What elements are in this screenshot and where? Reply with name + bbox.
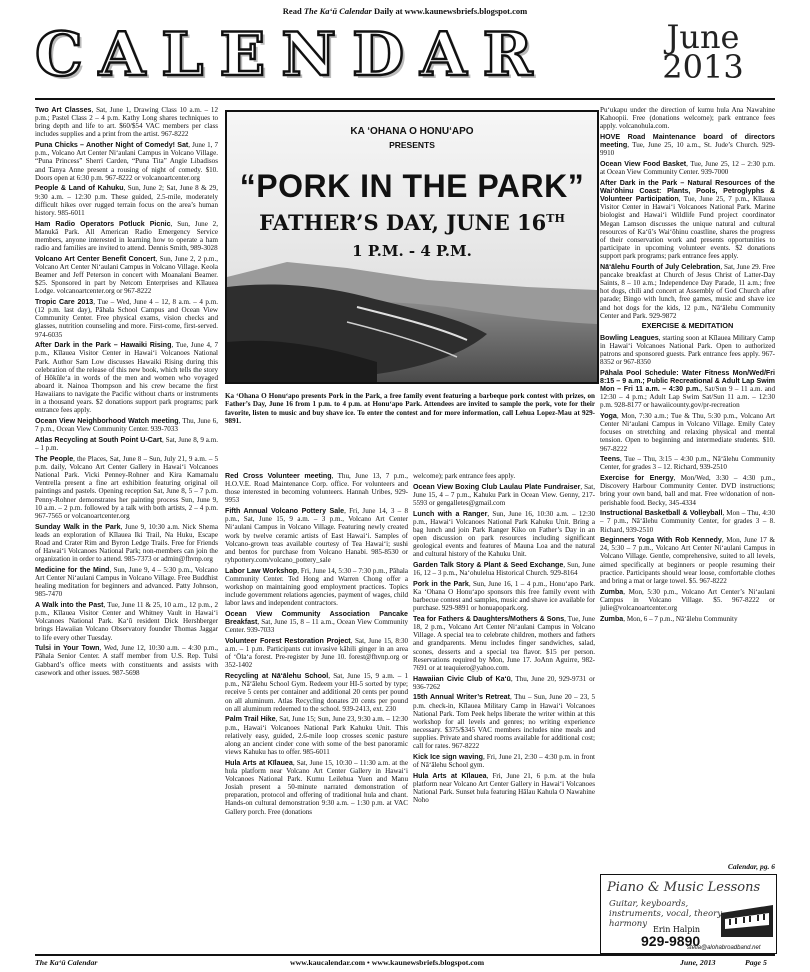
ad-email[interactable]: stella@alohabroadband.net (687, 945, 761, 951)
event-details: , Fri, June 21, 2:30 – 4:30 p.m. in front of Nā‘ālehu School gym. (413, 753, 595, 770)
event-details: , Tue, June 18, 2 p.m., Volcano Art Center Ni‘aulani Campus in Volcano Village. A special tea to celebrate children, mothers and fathers and grandparents. Menu includes finger sandwiches, salad, scones, desserts and a special tea flavor. $15 per person. Reservations required by Mon, June 17. JoAnn Aguirre, 982-7691 or at teaquiero@yahoo.com. (413, 615, 595, 672)
event-listing (35, 184, 218, 217)
event-listing (600, 412, 775, 453)
issue-month: June (666, 18, 740, 56)
event-details: , Sat, June 29. Free pancake breakfast at Church of Jesus Christ of Latter-Day Saints, 8 – 10 a.m.; Independence Day Parade, 11 a.m.; free hot dogs, chili and concert at Assembly of God Church after parade; Bingo with lunch, free games, music and shave ice and hot dogs for the kids, 12 p.m., Nā‘ālehu Community Center and Park. 929-9872 (600, 262, 775, 320)
event-listing (35, 523, 218, 564)
event-listing (35, 436, 218, 452)
event-listing (35, 566, 218, 599)
event-details: , Tue, June 25, 7 p.m., Kīlauea Visitor Center in Hawai‘i Volcanoes National Park. Marine biologist and Hawai‘i Wildlife Fund project coordinator Megan Lamson discusses the unique natural and cultural resources of Ka‘ū’s Wai‘ōhinu coastline, shares the progress of their conservation work and presents opportunities to participate in upcoming volunteer events. $2 donations support park programs; park entrance fees apply. (600, 195, 775, 261)
event-title: Bowling Leagues (600, 333, 659, 342)
event-details: welcome); park entrance fees apply. (413, 472, 516, 480)
event-details: , Sat, June 15, 9 a.m. – 1 p.m., Nā‘ālehu School Gym. Redeem your HI-5 sorted by type; receive 5 cents per container and additional 20 cents per pound on all aluminum. Atlas Recycling donates 20 cents per pound on all aluminum redeemed to the school. 939-2413, ext. 230 (225, 672, 408, 713)
event-listing (413, 693, 595, 750)
event-listing (225, 672, 408, 713)
event-details: , Mon – Thu, 4:30 – 7 p.m., Nā‘ālehu Community Center, for grades 3 – 8. Richard, 939-2510 (600, 509, 775, 534)
event-title: After Dark in the Park – Natural Resources of the Wai‘ōhinu Coast: Plants, Pools, Petroglyphs & Volunteer Participation (600, 178, 775, 204)
event-listing (413, 483, 595, 507)
poster-date: FATHER’S DAY, JUNE 16TH (259, 210, 565, 235)
event-listing (413, 615, 595, 672)
event-details: , Sun, June 9, 4 – 5:30 p.m., Volcano Art Center Ni‘aulani Campus in Volcano Village. Free Buddhist healing meditation for beginners and advanced. Patty Johnson, 985-7470 (35, 565, 218, 599)
event-title: Ocean View Food Basket (600, 159, 687, 168)
event-title: Labor Law Workshop (225, 566, 298, 575)
section-heading: EXERCISE & MEDITATION (641, 321, 734, 331)
column-4 (600, 106, 775, 860)
event-details: , Sun, June 16, 1 – 4 p.m., Honu‘apo Park. Ka ‘Ohana O Honu‘apo sponsors this free family event with barbecue contest and samples, music and shave ice available for purchase. 929-9891 or honuapopark.org. (413, 579, 595, 613)
event-details: , Tue, June 25, 10 a.m., St. Jude’s Church. 929-9910 (600, 141, 775, 158)
event-title: Zumba (600, 614, 624, 623)
event-details: , Thu, June 20, 929-9731 or 936-7262 (413, 674, 595, 691)
event-title: After Dark in the Park – Hawaiki Rising (35, 341, 172, 350)
event-listing (225, 507, 408, 564)
event-details: , Mon, 5:30 p.m., Volcano Art Center’s Ni‘aulani Campus in Volcano Village. $5. 967-8222 or julie@volcanoartcenter.org (600, 587, 775, 612)
event-listing (225, 715, 408, 756)
event-title: Volunteer Forest Restoration Project (225, 636, 351, 645)
event-listing (35, 644, 218, 677)
poster-title: “PORK IN THE PARK” (239, 168, 585, 204)
event-details: , Sun, June 2, Manukā Park. All American Radio Emergency Service members, anyone interested in learning how to operate a ham radio and families are invited to attend. Dennis Smith, 989-3028 (35, 219, 218, 252)
event-title: A Walk into the Past (35, 600, 104, 609)
issue-date (628, 18, 778, 86)
event-details: , Tue – Thu, 3:15 – 4:30 p.m., Nā‘ālehu Community Center, for grades 3 – 12. Richard, 939-2510 (600, 455, 775, 472)
event-details: , Sat, June 15, 4 – 7 p.m., Kahuku Park in Ocean View. Genny, 217-5593 or gengalletes@gmail.com (413, 482, 595, 507)
event-title: Zumba (600, 587, 624, 596)
event-listing (35, 255, 218, 296)
event-details: , June 9, 10:30 a.m. Nick Shema leads an exploration of Kīlauea Iki Trail, Na Huku, Escape Road and Crater Rim and Byron Ledge Trails. Free for Friends of Hawai‘i Volcanoes National Park; non-members can join the organization in order to attend. 985-7373 or admin@fhvnp.org (35, 522, 218, 564)
footer-publication: The Ka‘ū Calendar (35, 958, 98, 967)
column-3 (413, 472, 595, 951)
event-listing (600, 334, 775, 367)
event-listing (225, 759, 408, 816)
event-title: Atlas Recycling at South Point U-Cart (35, 435, 162, 444)
event-title: Ocean View Neighborhood Watch meeting (35, 417, 179, 426)
poster-caption: Ka ‘Ohana O Honu‘apo presents Pork in the Park, a free family event featuring a barbeque pork contest with prizes, on Father’s Day, June 16 from 1 p.m. to 4 p.m. at Honu‘apo Park. Attendees are invited to sample the pork, vote for their favorite, listen to music and buy shave ice. To enter the contest and for more information, call Lehua Lopez-Mau at 929-9891. (225, 392, 595, 425)
top-banner: Read The Ka‘ū Calendar Daily at www.kaunewsbriefs.blogspot.com (282, 6, 528, 16)
event-listing (35, 341, 218, 414)
event-listing (600, 133, 775, 157)
event-listing (35, 298, 218, 339)
event-title: Lunch with a Ranger (413, 509, 488, 518)
event-title: Palm Trail Hike (225, 715, 276, 724)
masthead (35, 20, 595, 92)
event-listing (600, 474, 775, 507)
event-title: Beginners Yoga With Rob Kennedy (600, 536, 722, 545)
event-title: Recycling at Nā‘ālehu School (225, 672, 329, 681)
event-listing (600, 160, 775, 176)
event-listing (600, 369, 775, 410)
ad-subtitle: Guitar, keyboards, instruments, vocal, theory, harmony (609, 899, 724, 929)
event-title: Teens (600, 455, 620, 464)
event-listing (35, 601, 218, 642)
event-details: , June 1, 7 p.m., Volcano Art Center Ni‘aulani Campus in Volcano Village. “Puna Princess” Sherri Carden, “Puna Tita” Angie Libadisos and Tanya Anne present a rousing of night of comedy. $10. Doors open at 6:30 p.m. 967-8222 or volcanoartcenter.org (35, 141, 218, 182)
event-title: Ocean View Boxing Club Laulau Plate Fundraiser (413, 482, 581, 491)
event-listing (413, 561, 595, 577)
event-title: Yoga (600, 411, 617, 420)
event-title: Tropic Care 2013 (35, 297, 94, 306)
event-details: , Sun, June 16, 10:30 a.m. – 12:30 p.m., Hawai‘i Volcanoes National Park Kahuku Unit. Bring a bag lunch and join Park Ranger Kiko on Father’s Day in an open discussion on park resources including significant geological events and features of Mauna Loa and the natural and cultural history of the Kahuku Unit. (413, 509, 595, 559)
event-listing (35, 455, 218, 520)
poster-time: 1 P.M. - 4 P.M. (352, 242, 472, 260)
event-listing (413, 753, 595, 769)
event-poster (225, 110, 599, 384)
column-1 (35, 106, 218, 951)
event-title: Tulsi in Your Town (35, 644, 100, 653)
event-details: , Sat, June 15; Sun, June 23, 9:30 a.m. – 12:30 p.m., Hawai‘i Volcanoes National Park Kahuku Unit. This relatively easy, guided, 2.6-mile loop crosses scenic pasture along an ancient cinder cone with some of the best panoramic views Kahuku has to offer. 985-6011 (225, 715, 408, 756)
event-details: , Thu – Sun, June 20 – 23, 5 p.m. check-in, Kīlauea Military Camp in Hawai‘i Volcanoes National Park. Tom Peek helps liberate the writer within at this workshop for all levels and genres; no writing experience necessary. $375/$345 VAC members includes nine meals and supplies. Private and shared rooms available for additional cost; call for rates. 967-8222 (413, 693, 595, 751)
event-details: , Tue, June 4, 7 p.m., Kīlauea Visitor Center in Hawai‘i Volcanoes National Park. Author Sam Low discusses Hawaiki Rising during this celebration of the release of this new book, which tells the story of Hōkūle‘a in words of the men and women who voyaged aboard it. Nainoa Thompson and his crew became the first Hawaiians to navigate the Pacific without charts or instruments in a thousand years. $2 donations support park programs; park entrance fees apply. (35, 341, 218, 415)
event-details: , Sat/Sun 9 – 11 a.m. and 12:30 – 4 p.m.; Adult Lap Swim Sat/Sun 11 a.m. – 12:30 p.m. 928-8177 or hawaiicounty.gov/pr-recreation (600, 385, 775, 410)
event-listing (225, 637, 408, 670)
event-title: Two Art Classes (35, 106, 92, 114)
event-details: , Sun, June 2, 2 p.m., Volcano Art Center Ni‘aulani Campus in Volcano Village. Keola Beamer and Jeff Peterson in concert with Moanalani Beamer. $25. Sponsored in part by Netcom Enterprises and Kīlauea Lodge. volcanoartcenter.org or 967-8222 (35, 254, 218, 296)
event-title: Garden Talk Story & Plant & Seed Exchange (413, 561, 564, 570)
event-title: HOVE Road Maintenance board of directors meeting (600, 132, 775, 150)
event-details: , Sat, June 15, 8 – 11 a.m., Ocean View Community Center. 939-7033 (225, 618, 408, 635)
event-details: , Sat, June 1, Drawing Class 10 a.m. – 12 p.m.; Pastel Class 2 – 4 p.m. Kathy Long shares techniques to bring depth and life to art. $60/$54 VAC members per class includes supplies and a print from the artist. 967-8222 (35, 106, 218, 139)
ad-phone: 929-9890 (641, 933, 701, 949)
event-listing (413, 580, 595, 613)
event-details: , Tue, June 11 & 25, 10 a.m., 12 p.m., 2 p.m., Kīlauea Visitor Center and Whitney Vault in Hawai‘i Volcanoes National Park. Ka‘ū resident Dick Hershberger brings Hawaiian Volcano Observatory founder Thomas Jaggar to life every other Tuesday. (35, 600, 218, 642)
event-listing (35, 141, 218, 182)
event-details: , Sun, June 16, 12 – 3 p.m., Na‘ohulelua Historical Church. 929-8164 (413, 561, 595, 578)
event-title: Instructional Basketball & Volleyball (600, 509, 723, 518)
event-details: , Tue – Wed, June 4 – 12, 8 a.m. – 4 p.m. (12 p.m. last day), Pāhala School Campus and Ocean View Community Center. Free physical exams, vision checks and glasses, nutrition counseling and more. First-come, first-served. 974-6035 (35, 297, 218, 339)
event-title: Ham Radio Operators Potluck Picnic (35, 219, 171, 228)
event-details: , Fri, June 14, 3 – 8 p.m., Sat, June 15, 9 a.m. – 3 p.m., Volcano Art Center Ni‘aulani Campus in Volcano Village. Featuring newly created work by twelve ceramic artists of East Hawai‘i. Samples of Volcano-grown teas available courtesy of Tea Hawai‘i; sushi and bentos for purchase from Volcano Hanabi. 985-8530 or ryhpottery.com/volcano_pottery_sale (225, 507, 408, 565)
footer-websites[interactable]: www.kaucalendar.com • www.kaunewsbriefs.blogspot.com (290, 958, 485, 967)
event-listing (600, 536, 775, 585)
ad-title: Piano & Music Lessons (607, 880, 761, 895)
event-listing (413, 510, 595, 559)
event-details: , Fri, June 21, 6 p.m. at the hula platform near Volcano Art Center Gallery in Hawai‘i Volcanoes National Park. Sunset hula featuring Hālau Kahula O Nawahine Noho (413, 771, 595, 805)
event-listing (413, 472, 595, 480)
event-details: , Wed, June 12, 10:30 a.m. – 4:30 p.m., Pāhala Senior Center. A staff member from U.S. Rep. Tulsi Gabbard’s office meets with constituents and assists with casework and other issues. 987-5698 (35, 644, 218, 677)
event-title: Nā‘ālehu Fourth of July Celebration (600, 262, 721, 271)
event-listing (413, 675, 595, 691)
event-listing (413, 772, 595, 805)
footer-rule (35, 954, 775, 956)
event-title: Tea for Fathers & Daughters/Mothers & Sons (413, 615, 565, 623)
event-title: Medicine for the Mind (35, 565, 110, 574)
event-title: Pork in the Park (413, 579, 469, 588)
event-details: , Fri, June 14, 5:30 – 7:30 p.m., Pāhala Community Center. Ted Hong and Warren Chong offer a workshop on maintaining good employment practices. Topics include government relations agencies, payment of wages, child labor laws and independent contractors. (225, 566, 408, 608)
event-details: , the Places, Sat, June 8 – Sun, July 21, 9 a.m. – 5 p.m. daily, Volcano Art Center Gallery in Hawai‘i Volcanoes National Park. Vicki Penney-Rohner and Kira Kamamalu Ventrella present a fine art exhibition featuring original oil paintings and pastels. Opening reception Sat, June 8, 5 – 7 p.m. Penny-Rohner demonstrates her painting process Sun, June 9, 10 a.m. – 2 p.m. followed by a talk with both artists, 2 – 4 p.m. 967-7565 or volcanoartcenter.org (35, 454, 218, 520)
poster-organizer: KA ‘OHANA O HONU‘APO (350, 126, 474, 137)
event-listing (600, 179, 775, 261)
event-listing (600, 106, 775, 130)
continued-link[interactable]: Calendar, pg. 6 (727, 862, 775, 871)
footer-date: June, 2013 (680, 958, 716, 967)
event-title: Hula Arts at Kīlauea (225, 758, 293, 767)
event-details: , Mon, 6 – 7 p.m., Nā‘ālehu Community (623, 614, 738, 623)
event-listing (35, 417, 218, 433)
event-title: Red Cross Volunteer meeting (225, 472, 332, 480)
event-details: , Mon, June 17 & 24, 5:30 – 7 p.m., Volcano Art Center Ni‘aulani Campus in Volcano Village. Gentle, comprehensive, suited to all levels, aimed specifically at beginners or people resuming their practice. Participants should wear loose, comfortable clothes and bring a mat or large towel. $5. 967-8222 (600, 536, 775, 585)
event-details: , Sat, June 15, 8:30 a.m. – 1 p.m. Participants cut invasive kāhili ginger in an area of ‘Ōla‘a forest. Pre-register by June 10. forest@fhvnp.org or 352-1402 (225, 636, 408, 670)
event-listing (600, 263, 775, 320)
event-title: Ocean View Community Association Pancake Breakfast (225, 610, 408, 627)
event-details: , Tue, June 25, 12 – 2:30 p.m. at Ocean View Community Center. 939-7000 (600, 159, 775, 177)
event-title: Sunday Walk in the Park (35, 522, 121, 531)
event-listing (600, 455, 775, 471)
event-details: , Mon/Wed, 3:30 – 4:30 p.m., Discovery Harbour Community Center. DVD instructions; bring your own band, ball and mat. Free w/donation of non-perishable food. Becky, 345-4334 (600, 474, 775, 507)
event-listing (600, 509, 775, 533)
event-details: , Thu, June 13, 7 p.m., H.O.V.E. Road Maintenance Corp. office. For volunteers and those interested in becoming volunteers. Hannah Uribes, 929-9953 (225, 472, 408, 505)
event-details: Pu‘ukapu under the direction of kumu hula Ana Nawahine Kahoopii. Free (donations welcome); park entrance fees apply. volcanohula.com. (600, 106, 775, 131)
music-lessons-ad (600, 874, 777, 954)
event-listing (225, 610, 408, 634)
event-title: Hawaiian Civic Club of Ka‘ū (413, 674, 511, 683)
poster-presents: PRESENTS (389, 140, 435, 150)
footer-page: Page 5 (745, 958, 767, 967)
event-details: , Thu, June 6, 7 p.m., Ocean View Community Center. 939-7033 (35, 417, 218, 434)
event-title: Exercise for Energy (600, 474, 674, 483)
event-listing (600, 588, 775, 612)
event-listing (600, 615, 775, 623)
ad-name: Erin Halpin (653, 925, 701, 934)
event-details: , Sun, June 2; Sat, June 8 & 29, 9:30 a.m. – 12:30 p.m. These guided, 2.5-mile, moderately difficult hikes over rugged terrain focus on the area’s human history. 985-6011 (35, 184, 218, 217)
event-listing (225, 567, 408, 608)
page-title: CALENDAR (35, 20, 549, 90)
event-title: 15th Annual Writer’s Retreat (413, 693, 510, 702)
event-details: , Sat, June 15, 10:30 – 11:30 a.m. at the hula platform near Volcano Art Center Gallery in Hawai‘i Volcanoes National Park. Kumu Leilehua Yuen and Manu Josiah present a 50-minute narrated demonstration of preparation, protocol and offering of traditional hula and chant. Hands-on cultural demonstration 9:30 a.m. – 1:30 p.m. at VAC Gallery porch. Free (donations (225, 758, 408, 816)
event-title: Hula Arts at Kīlauea (413, 771, 487, 780)
event-details: , Mon, 7:30 a.m.; Tue & Thu, 5:30 p.m., Volcano Art Center Ni‘aulani Campus in Volcano Village. Emily Catey focuses on stretching and relaxing physical and mental tension. Open to beginning and intermediate students. $10. 967-8222 (600, 411, 775, 453)
event-title: Fifth Annual Volcano Pottery Sale (225, 507, 345, 516)
event-listing (35, 106, 218, 139)
event-listing (35, 220, 218, 253)
event-title: The People (35, 454, 74, 463)
event-title: Volcano Art Center Benefit Concert (35, 254, 156, 263)
issue-year: 2013 (662, 48, 744, 86)
event-title: People & Land of Kahuku (35, 184, 124, 193)
event-title: Puna Chicks – Another Night of Comedy! Sat (35, 141, 189, 150)
event-details: , starting soon at Kīlauea Military Camp in Hawai‘i Volcanoes National Park. Open to authorized patrons and sponsored guests. Park entrance fees apply. 967-8352 or 967-8350 (600, 333, 775, 367)
event-details: , Sat, June 8, 9 a.m. – 1 p.m. (35, 435, 218, 453)
header-rule (35, 98, 775, 100)
event-title: Pāhala Pool Schedule: Water Fitness Mon/Wed/Fri 8:15 – 9 a.m.; Public Recreational & Adult Lap Swim Mon – Fri 11 a.m. – 4:30 p.m. (600, 368, 775, 393)
event-listing (225, 472, 408, 505)
column-2 (225, 472, 408, 951)
event-title: Kick Ice sign waving (413, 753, 483, 761)
